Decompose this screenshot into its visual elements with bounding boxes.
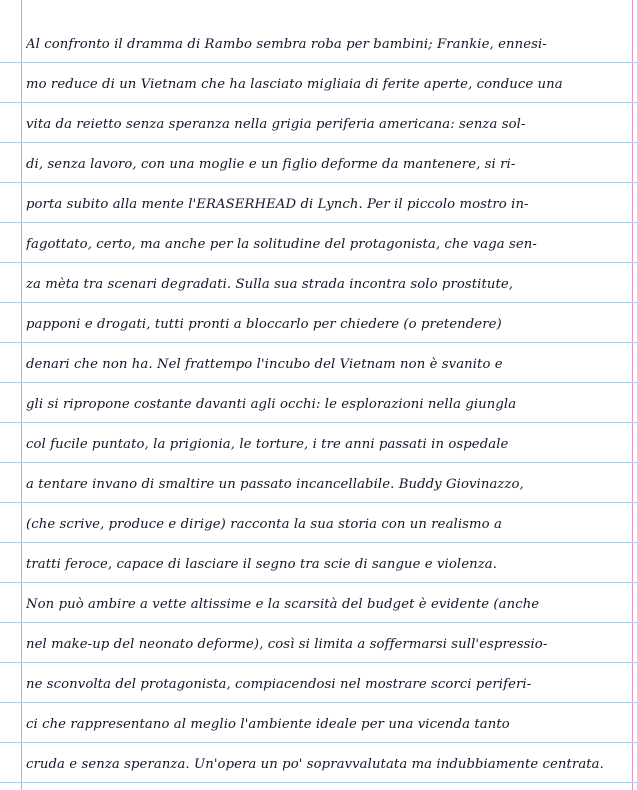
ruled-line: [0, 62, 637, 63]
handwritten-line: ne sconvolta del protagonista, compiacendosi nel mostrare scorci periferi-: [26, 677, 532, 692]
ruled-line: [0, 662, 637, 663]
handwritten-line: nel make-up del neonato deforme), così si limita a soffermarsi sull'espressio-: [26, 637, 548, 652]
handwritten-line: denari che non ha. Nel frattempo l'incubo del Vietnam non è svanito e: [26, 357, 503, 372]
ruled-line: [0, 702, 637, 703]
ruled-line: [0, 422, 637, 423]
handwritten-line: porta subito alla mente l'ERASERHEAD di Lynch. Per il piccolo mostro in-: [26, 197, 529, 212]
handwritten-line: Al confronto il dramma di Rambo sembra roba per bambini; Frankie, ennesi-: [26, 37, 547, 52]
ruled-line: [0, 182, 637, 183]
handwritten-line: a tentare invano di smaltire un passato incancellabile. Buddy Giovinazzo,: [26, 477, 524, 492]
left-margin-line: [21, 0, 22, 790]
ruled-line: [0, 622, 637, 623]
ruled-line: [0, 782, 637, 783]
handwritten-line: papponi e drogati, tutti pronti a bloccarlo per chiedere (o pretendere): [26, 317, 502, 332]
handwritten-line: fagottato, certo, ma anche per la solitudine del protagonista, che vaga sen-: [26, 237, 537, 252]
handwritten-line: gli si ripropone costante davanti agli occhi: le esplorazioni nella giungla: [26, 397, 517, 412]
ruled-line: [0, 542, 637, 543]
ruled-line: [0, 142, 637, 143]
handwritten-line: ci che rappresentano al meglio l'ambiente ideale per una vicenda tanto: [26, 717, 510, 732]
ruled-line: [0, 302, 637, 303]
ruled-line: [0, 582, 637, 583]
ruled-line: [0, 102, 637, 103]
handwritten-line: col fucile puntato, la prigionia, le torture, i tre anni passati in ospedale: [26, 437, 509, 452]
handwritten-line: mo reduce di un Vietnam che ha lasciato migliaia di ferite aperte, conduce una: [26, 77, 563, 92]
right-margin-line: [632, 0, 633, 790]
handwritten-line: (che scrive, produce e dirige) racconta la sua storia con un realismo a: [26, 517, 502, 532]
ruled-line: [0, 382, 637, 383]
handwritten-line: di, senza lavoro, con una moglie e un figlio deforme da mantenere, si ri-: [26, 157, 516, 172]
handwritten-line: vita da reietto senza speranza nella grigia periferia americana: senza sol-: [26, 117, 526, 132]
ruled-line: [0, 742, 637, 743]
ruled-line: [0, 462, 637, 463]
handwritten-line: Non può ambire a vette altissime e la scarsità del budget è evidente (anche: [26, 597, 540, 612]
handwritten-line: za mèta tra scenari degradati. Sulla sua strada incontra solo prostitute,: [26, 277, 514, 292]
ruled-line: [0, 222, 637, 223]
ruled-line: [0, 502, 637, 503]
ruled-line: [0, 262, 637, 263]
ruled-line: [0, 342, 637, 343]
handwritten-line: tratti feroce, capace di lasciare il segno tra scie di sangue e violenza.: [26, 557, 497, 572]
handwritten-line: cruda e senza speranza. Un'opera un po' sopravvalutata ma indubbiamente centrata.: [26, 757, 604, 772]
